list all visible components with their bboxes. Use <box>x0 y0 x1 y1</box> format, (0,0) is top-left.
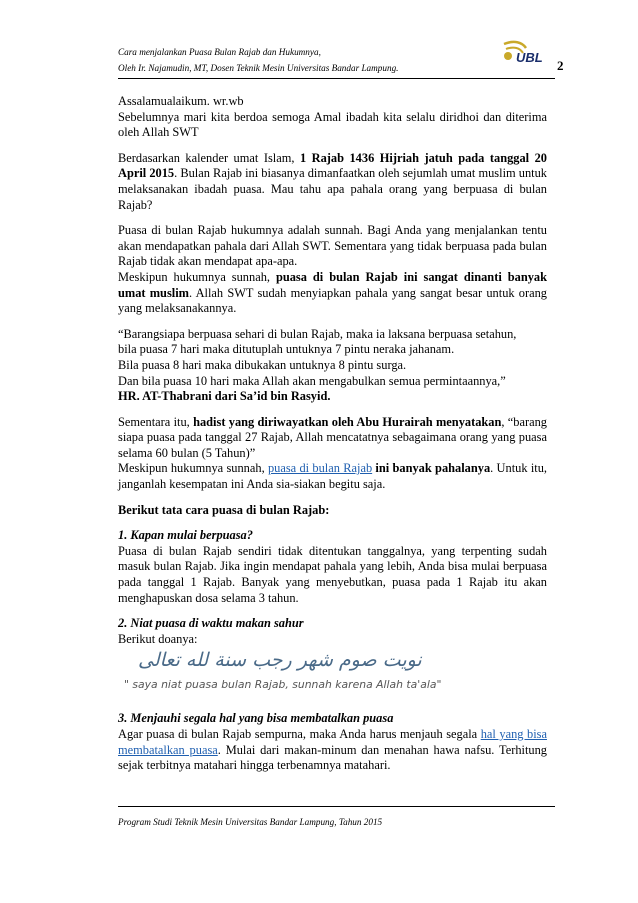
abu-emphasis: hadist yang diriwayatkan oleh Abu Hurairah menyatakan <box>193 414 502 429</box>
header-title: Cara menjalankan Puasa Bulan Rajab dan Hukumnya, <box>118 47 321 57</box>
step-3-text: Agar puasa di bulan Rajab sempurna, maka Anda harus menjauh segala <box>118 727 481 741</box>
puasa-rajab-link[interactable]: puasa di bulan Rajab <box>267 461 373 476</box>
batal-puasa-link[interactable]: hal yang bisa membatalkan puasa <box>118 727 547 757</box>
logo-text: UBL <box>516 50 543 65</box>
step-3-text-end: . Mulai dari makan-minum dan menahan hawa nafsu. Terhitung sejak terbitnya matahari hingga terbenamnya matahari. <box>118 742 547 773</box>
greeting: Assalamualaikum. wr.wb <box>118 94 244 108</box>
hadith-line: bila puasa 7 hari maka ditutuplah untuknya 7 pintu neraka jahanam. <box>118 342 455 357</box>
step-2 <box>118 616 547 647</box>
pahala-text-end: . Untuk itu, janganlah kesempatan ini Anda sia-siakan begitu saja. <box>118 461 547 492</box>
intro-text-end: . Bulan Rajab ini biasanya dimanfaatkan oleh sejumlah umat muslim untuk melaksanakan ibadah puasa. Mau tahu apa pahala orang yang berpuasa di bulan Rajab? <box>118 166 547 212</box>
prayer-text: Sebelumnya mari kita berdoa semoga Amal ibadah kita selalu diridhoi dan diterima oleh Allah SWT <box>118 109 547 140</box>
greeting-block <box>118 94 547 141</box>
paragraph-abu-hurairah <box>118 415 547 493</box>
page-footer: Program Studi Teknik Mesin Universitas Bandar Lampung, Tahun 2015 <box>118 817 383 827</box>
abu-text-end: , “barang siapa puasa pada tanggal 27 Rajab, Allah mencatatnya sebagaimana orang yang puasa selama 60 bulan (5 Tahun)” <box>118 414 548 460</box>
header-author: Oleh Ir. Najamudin, MT, Dosen Teknik Mesin Universitas Bandar Lampung. <box>118 63 399 73</box>
hadith-source: HR. AT-Thabrani dari Sa’id bin Rasyid. <box>118 389 331 404</box>
step-3 <box>118 711 547 773</box>
hadith-line: Dan bila puasa 10 hari maka Allah akan mengabulkan semua permintaannya,” <box>118 373 506 388</box>
step-3-title: 3. Menjauhi segala hal yang bisa membatalkan puasa <box>118 711 394 726</box>
steps-heading-block <box>118 503 547 519</box>
hadith-line: Bila puasa 8 hari maka dibukakan untuknya 8 pintu surga. <box>118 357 407 372</box>
niat-translation: " saya niat puasa bulan Rajab, sunnah karena Allah ta'ala" <box>124 678 442 692</box>
pahala-text: Meskipun hukumnya sunnah, <box>118 461 268 476</box>
step-1-text: Puasa di bulan Rajab sendiri tidak ditentukan tanggalnya, yang terpenting sudah masuk bulan Rajab. Jika ingin mendapat pahala yang lebih, Anda bisa mulai berpuasa pada tanggal 1 Rajab. Banyak yang menyebutkan, puasa pada 1 Rajab itu akan menghapuskan dosa selama 3 tahun. <box>118 543 547 605</box>
paragraph-sunnah <box>118 223 547 317</box>
step-2-title: 2. Niat puasa di waktu makan sahur <box>118 616 304 631</box>
intro-text: Berdasarkan kalender umat Islam, <box>118 150 300 165</box>
page-header <box>118 44 548 76</box>
step-1-title: 1. Kapan mulai berpuasa? <box>118 528 253 543</box>
niat-arabic: نويت صوم شهر رجب سنة لله تعالى <box>138 649 422 672</box>
step-2-text: Berikut doanya: <box>118 631 198 646</box>
document-body <box>118 94 547 784</box>
header-rule <box>118 78 555 79</box>
niat-prayer-image <box>118 649 547 697</box>
footer-rule <box>118 806 555 807</box>
intro-date: 1 Rajab 1436 Hijriah jatuh pada tanggal 20 April 2015 <box>118 150 547 181</box>
sunnah-text-3: . Allah SWT sudah menyiapkan pahala yang sangat besar untuk orang yang melaksanakannya. <box>118 285 547 316</box>
sunnah-emphasis: puasa di bulan Rajab ini sangat dinanti banyak umat muslim <box>118 269 547 300</box>
sunnah-text-2: Meskipun hukumnya sunnah, <box>118 269 276 284</box>
sunnah-text: Puasa di bulan Rajab hukumnya adalah sunnah. Bagi Anda yang menjalankan tentu akan mendapatkan pahala dari Allah SWT. Sementara yang tidak berpuasa pada bulan Rajab tidak akan mendapat apa-apa. <box>118 223 547 269</box>
pahala-emphasis: ini banyak pahalanya <box>372 461 491 476</box>
abu-text: Sementara itu, <box>118 414 194 429</box>
ubl-logo <box>500 38 558 70</box>
steps-heading: Berikut tata cara puasa di bulan Rajab: <box>118 502 330 517</box>
page-number: 2 <box>557 58 564 73</box>
hadith-quote <box>118 327 547 405</box>
step-1 <box>118 528 547 606</box>
hadith-line: “Barangsiapa berpuasa sehari di bulan Rajab, maka ia laksana berpuasa setahun, <box>118 326 517 341</box>
paragraph-intro <box>118 151 547 213</box>
